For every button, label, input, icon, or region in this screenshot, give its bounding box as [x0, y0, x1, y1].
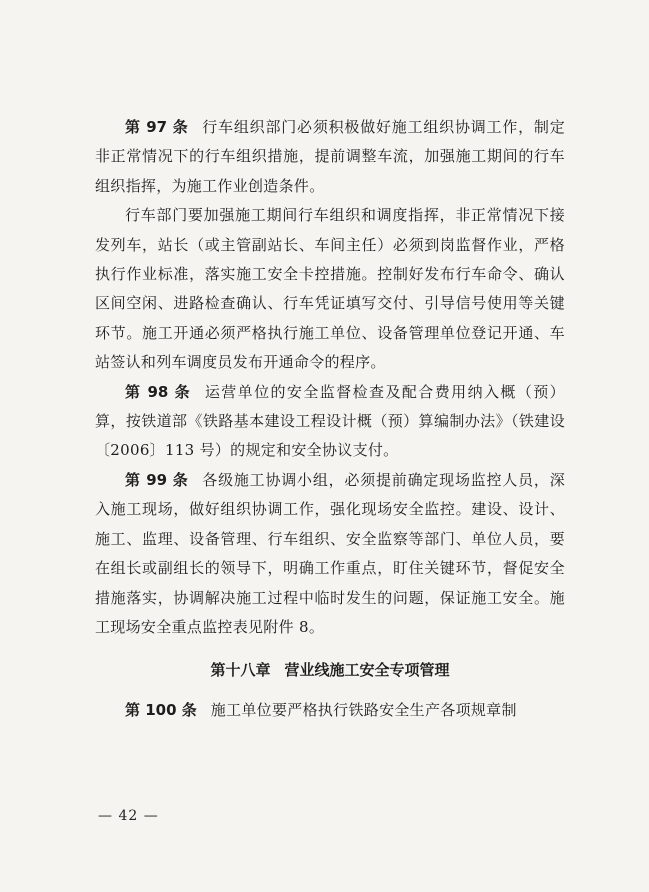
chapter-number: 第十八章 — [210, 661, 271, 680]
article-text: 运营单位的安全监督检查及配合费用纳入概（预）算，按铁道部《铁路基本建设工程设计概（预）算编制办法》（铁建设〔2006〕113 号）的规定和安全协议支付。 — [95, 382, 565, 460]
document-body — [95, 113, 565, 726]
article-97 — [95, 113, 565, 201]
article-number: 第 97 条 — [125, 118, 189, 136]
chapter-title: 营业线施工安全专项管理 — [284, 661, 450, 680]
article-number: 第 100 条 — [125, 701, 197, 720]
article-99 — [95, 466, 565, 642]
page-number: — 42 — — [98, 808, 159, 824]
article-number: 第 98 条 — [125, 382, 191, 401]
article-number: 第 99 条 — [125, 470, 189, 489]
article-text: 各级施工协调小组，必须提前确定现场监控人员，深入施工现场，做好组织协调工作，强化现场安全监控。建设、设计、施工、监理、设备管理、行车组织、安全监察等部门、单位人员，要在组长或副组长的领导下，明确工作重点，盯住关键环节，督促安全措施落实，协调解决施工过程中临时发生的问题，保证施工安全。施工现场安全重点监控表见附件 8。 — [95, 470, 566, 636]
article-97-continuation: 行车部门要加强施工期间行车组织和调度指挥，非正常情况下接发列车，站长（或主管副站长、车间主任）必须到岗监督作业，严格执行作业标准，落实施工安全卡控措施。控制好发布行车命令、确认区间空闲、进路检查确认、行车凭证填写交付、引导信号使用等关键环节。施工开通必须严格执行施工单位、设备管理单位登记开通、车站签认和列车调度员发布开通命令的程序。 — [95, 206, 565, 372]
article-98 — [95, 378, 565, 466]
article-text: 施工单位要严格执行铁路安全生产各项规章制 — [210, 701, 517, 720]
chapter-heading — [95, 656, 565, 684]
article-100 — [95, 696, 565, 725]
article-text: 行车组织部门必须积极做好施工组织协调工作，制定非正常情况下的行车组织措施，提前调整车流，加强施工期间的行车组织指挥，为施工作业创造条件。 — [95, 118, 566, 195]
